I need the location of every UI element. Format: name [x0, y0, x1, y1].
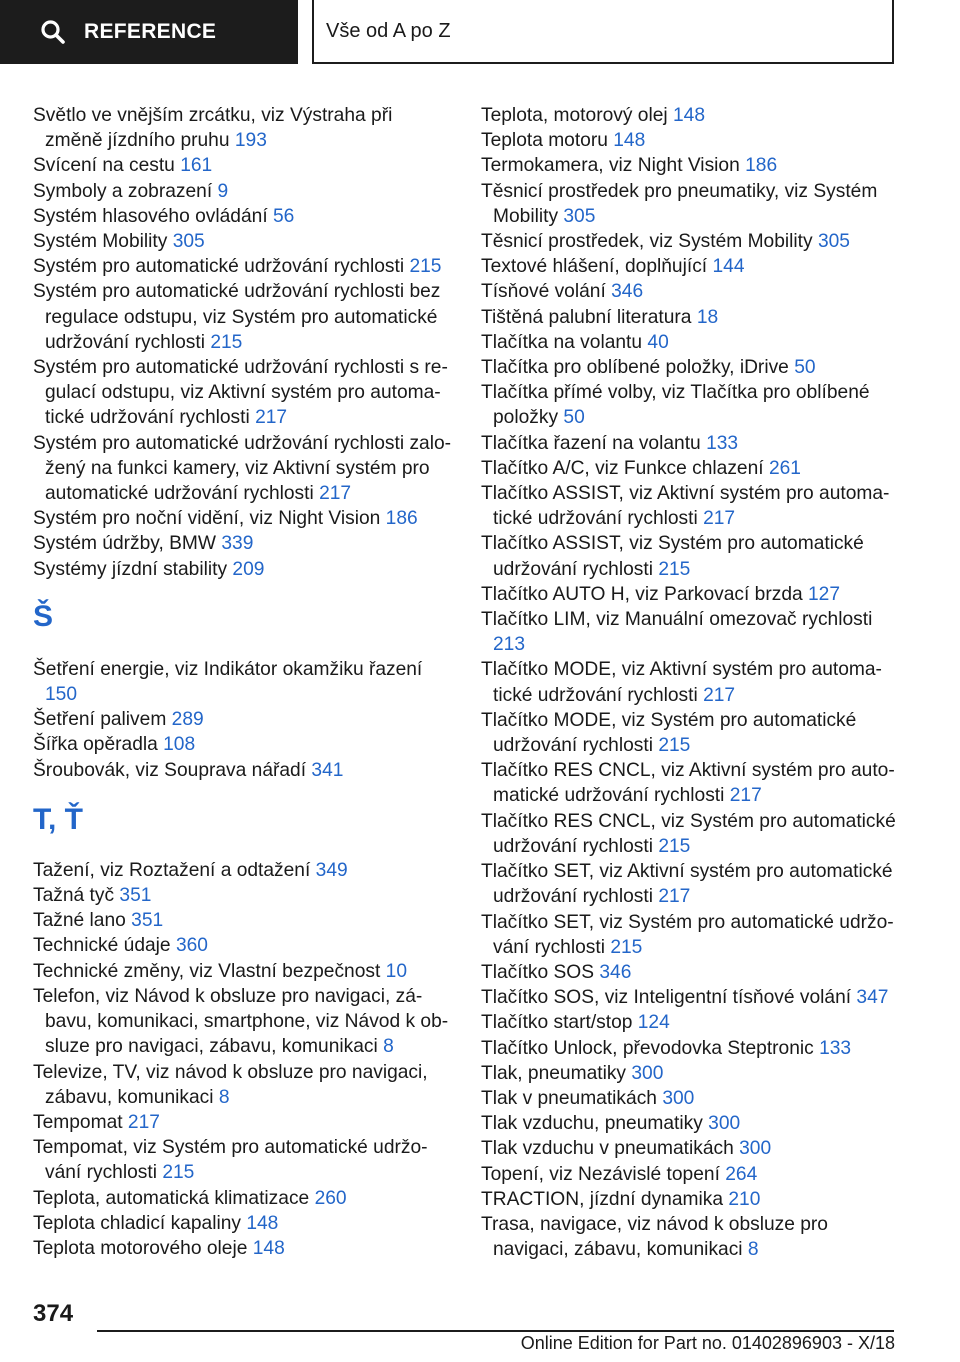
search-icon [40, 19, 66, 45]
index-entry [33, 431, 453, 507]
page-link[interactable]: 215 [610, 936, 643, 958]
index-entry [481, 279, 901, 304]
page-link[interactable]: 193 [234, 130, 267, 152]
index-entry-text: Svícení na cestu [33, 155, 175, 177]
index-entry-text: Těsnicí prostředek, viz Systém Mobility [481, 231, 813, 253]
index-entry-text: Tlačítko MODE, viz Systém pro automatické udržování rychlosti [481, 709, 857, 757]
index-entry [481, 531, 901, 581]
page-link[interactable]: 8 [383, 1036, 394, 1058]
footer-edition-text: Online Edition for Part no. 01402896903 - X/18 [520, 1333, 895, 1353]
page-link[interactable]: 217 [658, 886, 691, 908]
index-entry [481, 859, 901, 909]
index-entry [481, 910, 901, 960]
index-entry-text: Tažení, viz Roztažení a odtažení [33, 859, 311, 881]
index-entry-text: Tlačítko RES CNCL, viz Systém pro automatické udržování rychlosti [481, 810, 896, 857]
index-entry [481, 380, 901, 430]
index-entry-text: Tažná tyč [33, 885, 115, 907]
index-entry [481, 809, 901, 859]
page-link[interactable]: 209 [232, 558, 265, 580]
index-entry-text: Teplota chladicí kapaliny [33, 1212, 241, 1234]
index-entry [481, 1111, 901, 1136]
index-entry-text: Tempomat, viz Systém pro automatické udržování rychlosti [33, 1137, 428, 1184]
page-link[interactable]: 40 [647, 331, 669, 353]
index-entry-text: Tlačítka pro oblíbené položky, iDrive [481, 357, 789, 379]
index-entry [481, 960, 901, 985]
index-entry-text: Tlak vzduchu v pneumatikách [481, 1138, 734, 1160]
page-link[interactable]: 305 [563, 205, 596, 227]
page-link[interactable]: 347 [856, 987, 889, 1009]
index-entry-text: Těsnicí prostředek pro pneumatiky, viz Systém Mobility [481, 180, 878, 227]
index-entry-text: Teplota motorového oleje [33, 1237, 248, 1259]
index-entry-text: Tlačítko SOS, viz Inteligentní tísňové volání [481, 987, 852, 1009]
page-link[interactable]: 108 [163, 734, 196, 756]
page-link[interactable]: 215 [409, 256, 442, 278]
page-link[interactable]: 150 [45, 684, 78, 706]
page-link[interactable]: 10 [385, 960, 407, 982]
index-entry [33, 1236, 453, 1261]
index-entry [33, 883, 453, 908]
index-entry [481, 607, 901, 657]
index-entry [33, 1110, 453, 1135]
page-link[interactable]: 217 [127, 1111, 160, 1133]
page-link[interactable]: 133 [819, 1037, 852, 1059]
index-entry [33, 506, 453, 531]
index-entry [481, 481, 901, 531]
page-link[interactable]: 8 [218, 1086, 230, 1108]
page-link[interactable]: 300 [631, 1062, 664, 1084]
index-entry [481, 431, 901, 456]
index-entry [481, 128, 901, 153]
index-entry-text: Tlačítko SET, viz Systém pro automatické udržování rychlosti [481, 911, 894, 958]
page-link[interactable]: 217 [703, 508, 736, 530]
page-link[interactable]: 217 [729, 785, 762, 807]
index-entry [33, 858, 453, 883]
index-entry-text: Systém pro automatické udržování rychlosti [33, 256, 405, 278]
page-link[interactable]: 289 [171, 709, 204, 731]
index-entry [33, 984, 453, 1060]
index-entry-text: Šetření palivem [33, 709, 167, 731]
index-entry [33, 153, 453, 178]
page-link[interactable]: 56 [273, 205, 295, 227]
index-entry [33, 1211, 453, 1236]
index-entry-text: Teplota, motorový olej [481, 105, 668, 126]
index-entry-text: Technické změny, viz Vlastní bezpečnost [33, 960, 381, 982]
index-entry-text: Termokamera, viz Night Vision [481, 155, 740, 177]
index-column-right [481, 103, 901, 1262]
index-entry-text: Tlačítko Unlock, převodovka Steptronic [481, 1037, 814, 1059]
index-entry-text: Tlačítka řazení na volantu [481, 432, 701, 454]
index-entry-text: Šroubovák, viz Souprava nářadí [33, 759, 307, 781]
index-entry [481, 758, 901, 808]
index-entry [481, 305, 901, 330]
page-link[interactable]: 264 [725, 1163, 758, 1185]
page-link[interactable]: 215 [210, 331, 243, 353]
index-entry-text: Topení, viz Nezávislé topení [481, 1163, 720, 1185]
index-letter-heading: T, Ť [33, 802, 83, 836]
index-entry [33, 758, 453, 783]
index-entry-text: Tlačítko SET, viz Aktivní systém pro automatické udržování rychlosti [481, 861, 893, 908]
index-entry [481, 1187, 901, 1212]
index-entry-text: Tlačítko AUTO H, viz Parkovací brzda [481, 583, 803, 605]
page-link[interactable]: 215 [658, 735, 691, 757]
page-link[interactable]: 148 [672, 105, 705, 126]
index-entry [33, 355, 453, 431]
page-link[interactable]: 346 [611, 281, 644, 303]
index-entry [33, 254, 453, 279]
index-entry [481, 355, 901, 380]
index-entry [33, 1060, 453, 1110]
page-link[interactable]: 351 [119, 885, 152, 907]
index-entry-text: Tempomat [33, 1111, 123, 1133]
index-entry-text: Systém pro automatické udržování rychlosti bez regulace odstupu, viz Systém pro automatické udržování rychlosti [33, 281, 441, 353]
index-entry [481, 254, 901, 279]
page-link[interactable]: 9 [217, 180, 229, 202]
index-entry [33, 103, 453, 153]
index-entry [33, 531, 453, 556]
index-entry [481, 582, 901, 607]
page-link[interactable]: 339 [221, 533, 254, 555]
index-entry-text: Televize, TV, viz návod k obsluze pro navigaci, zábavu, komunikaci [33, 1061, 428, 1108]
index-entry [33, 204, 453, 229]
index-letter-heading: Š [33, 599, 54, 633]
index-entry-text: Systém údržby, BMW [33, 533, 217, 555]
index-entry-text: Tlačítko ASSIST, viz Aktivní systém pro automatické udržování rychlosti [481, 483, 890, 530]
index-entry [481, 456, 901, 481]
index-entry-text: Tlačítka na volantu [481, 331, 643, 353]
index-entry [481, 1136, 901, 1161]
page-link[interactable]: 261 [768, 457, 801, 479]
index-entry-text: Teplota motoru [481, 130, 608, 152]
page-link[interactable]: 260 [314, 1187, 347, 1209]
index-entry-text: Šířka opěradla [33, 734, 158, 756]
index-entry [33, 707, 453, 732]
page-link[interactable]: 215 [658, 558, 691, 580]
index-entry-text: Tlačítko LIM, viz Manuální omezovač rychlosti [481, 609, 873, 631]
page-link[interactable]: 217 [255, 407, 288, 429]
page-link[interactable]: 133 [706, 432, 739, 454]
index-entry-text: Tlačítko SOS [481, 961, 595, 983]
page-link[interactable]: 144 [712, 256, 745, 278]
index-entry [33, 229, 453, 254]
index-entry-text: Textové hlášení, doplňující [481, 256, 708, 278]
page-link[interactable]: 300 [708, 1113, 741, 1135]
index-entry [33, 959, 453, 984]
index-column-left [33, 103, 453, 1261]
index-entry [481, 1061, 901, 1086]
index-entry [33, 908, 453, 933]
index-entry-text: Tísňové volání [481, 281, 606, 303]
page-link[interactable]: 148 [252, 1237, 285, 1259]
reference-tab-label: REFERENCE [84, 20, 217, 43]
index-entry-text: Systém hlasového ovládání [33, 205, 268, 227]
index-entry [33, 279, 453, 355]
page-link[interactable]: 186 [745, 155, 778, 177]
page-link[interactable]: 186 [385, 508, 418, 530]
index-entry [481, 103, 901, 128]
page-link[interactable]: 351 [131, 910, 164, 932]
page-link[interactable]: 161 [180, 155, 213, 177]
index-entry [481, 229, 901, 254]
section-title: Vše od A po Z [312, 0, 894, 64]
page-link[interactable]: 50 [563, 407, 585, 429]
page-link[interactable]: 346 [599, 961, 632, 983]
index-entry-text: Tlačítko start/stop [481, 1012, 633, 1034]
index-entry-text: Symboly a zobrazení [33, 180, 213, 202]
index-entry [481, 1010, 901, 1035]
page-link[interactable]: 215 [162, 1162, 195, 1184]
index-entry-text: Systémy jízdní stability [33, 558, 228, 580]
index-entry [481, 1086, 901, 1111]
page-link[interactable]: 305 [817, 231, 850, 253]
page-link[interactable]: 50 [794, 357, 816, 379]
index-entry-text: Trasa, navigace, viz návod k obsluze pro navigaci, zábavu, komunikaci [481, 1213, 828, 1261]
index-entry-text: Systém Mobility [33, 231, 168, 253]
page-link[interactable]: 124 [637, 1012, 670, 1034]
index-entry-text: Tažné lano [33, 910, 126, 932]
index-entry-text: Tlak, pneumatiky [481, 1062, 627, 1084]
page-link[interactable]: 127 [808, 583, 841, 605]
page-link[interactable]: 215 [658, 835, 691, 857]
page-link[interactable]: 8 [747, 1239, 759, 1261]
index-entry [481, 1212, 901, 1262]
reference-tab[interactable] [0, 0, 298, 64]
page-link[interactable]: 217 [703, 684, 736, 706]
index-entry [33, 557, 453, 582]
index-entry-text: Tlačítko ASSIST, viz Systém pro automatické udržování rychlosti [481, 533, 864, 580]
index-entry [481, 708, 901, 758]
index-entry [481, 179, 901, 229]
index-entry [481, 985, 901, 1010]
index-entry [481, 153, 901, 178]
index-entry [33, 657, 453, 707]
index-entry-text: Technické údaje [33, 935, 171, 957]
index-entry [33, 1186, 453, 1211]
page-number: 374 [33, 1300, 74, 1327]
index-entry-text: Teplota, automatická klimatizace [33, 1187, 310, 1209]
index-entry [481, 330, 901, 355]
index-entry-text: Systém pro automatické udržování rychlosti s regulací odstupu, viz Aktivní systém pro automatické udržování rychlosti [33, 357, 448, 429]
index-entry-text: Světlo ve vnějším zrcátku, viz Výstraha při změně jízdního pruhu [33, 105, 393, 152]
index-entry-text: Šetření energie, viz Indikátor okamžiku řazení [33, 658, 423, 680]
index-entry-text: Systém pro automatické udržování rychlosti založený na funkci kamery, viz Aktivní systém pro automatické udržování rychlosti [33, 432, 452, 505]
index-entry [481, 1036, 901, 1061]
index-entry [33, 933, 453, 958]
page-link[interactable]: 148 [613, 130, 646, 152]
page-link[interactable]: 18 [696, 306, 719, 328]
index-entry-text: Tlačítko MODE, viz Aktivní systém pro automatické udržování rychlosti [481, 659, 882, 706]
page-link[interactable]: 300 [739, 1138, 772, 1160]
page-link[interactable]: 213 [493, 634, 526, 656]
index-entry [33, 1135, 453, 1185]
index-entry [33, 732, 453, 757]
page-link[interactable]: 148 [246, 1212, 279, 1234]
index-entry [33, 179, 453, 204]
index-entry [481, 1162, 901, 1187]
page-link[interactable]: 349 [315, 859, 348, 881]
index-entry-text: Telefon, viz Návod k obsluze pro navigaci, zábavu, komunikaci, smartphone, viz Návod k obsluze pro navigaci, zábavu, komunikaci [33, 985, 449, 1058]
index-entry-text: Tlačítko A/C, viz Funkce chlazení [481, 457, 764, 479]
index-entry [481, 657, 901, 707]
index-entry-text: TRACTION, jízdní dynamika [481, 1188, 724, 1210]
index-entry-text: Tlak vzduchu, pneumatiky [481, 1113, 703, 1135]
index-entry-text: Systém pro noční vidění, viz Night Vision [33, 508, 381, 530]
footer-divider [97, 1330, 894, 1332]
page-link[interactable]: 210 [728, 1188, 761, 1210]
index-entry-text: Tištěná palubní literatura [481, 306, 692, 328]
page-link[interactable]: 305 [172, 231, 205, 253]
index-entry-text: Tlačítka přímé volby, viz Tlačítka pro oblíbené položky [481, 382, 870, 429]
index-entry-text: Tlačítko RES CNCL, viz Aktivní systém pro automatické udržování rychlosti [481, 760, 895, 807]
index-entry-text: Tlak v pneumatikách [481, 1087, 657, 1109]
page-link[interactable]: 360 [175, 935, 208, 957]
page-link[interactable]: 341 [311, 759, 344, 781]
page-link[interactable]: 300 [662, 1087, 695, 1109]
page-link[interactable]: 217 [319, 483, 352, 505]
